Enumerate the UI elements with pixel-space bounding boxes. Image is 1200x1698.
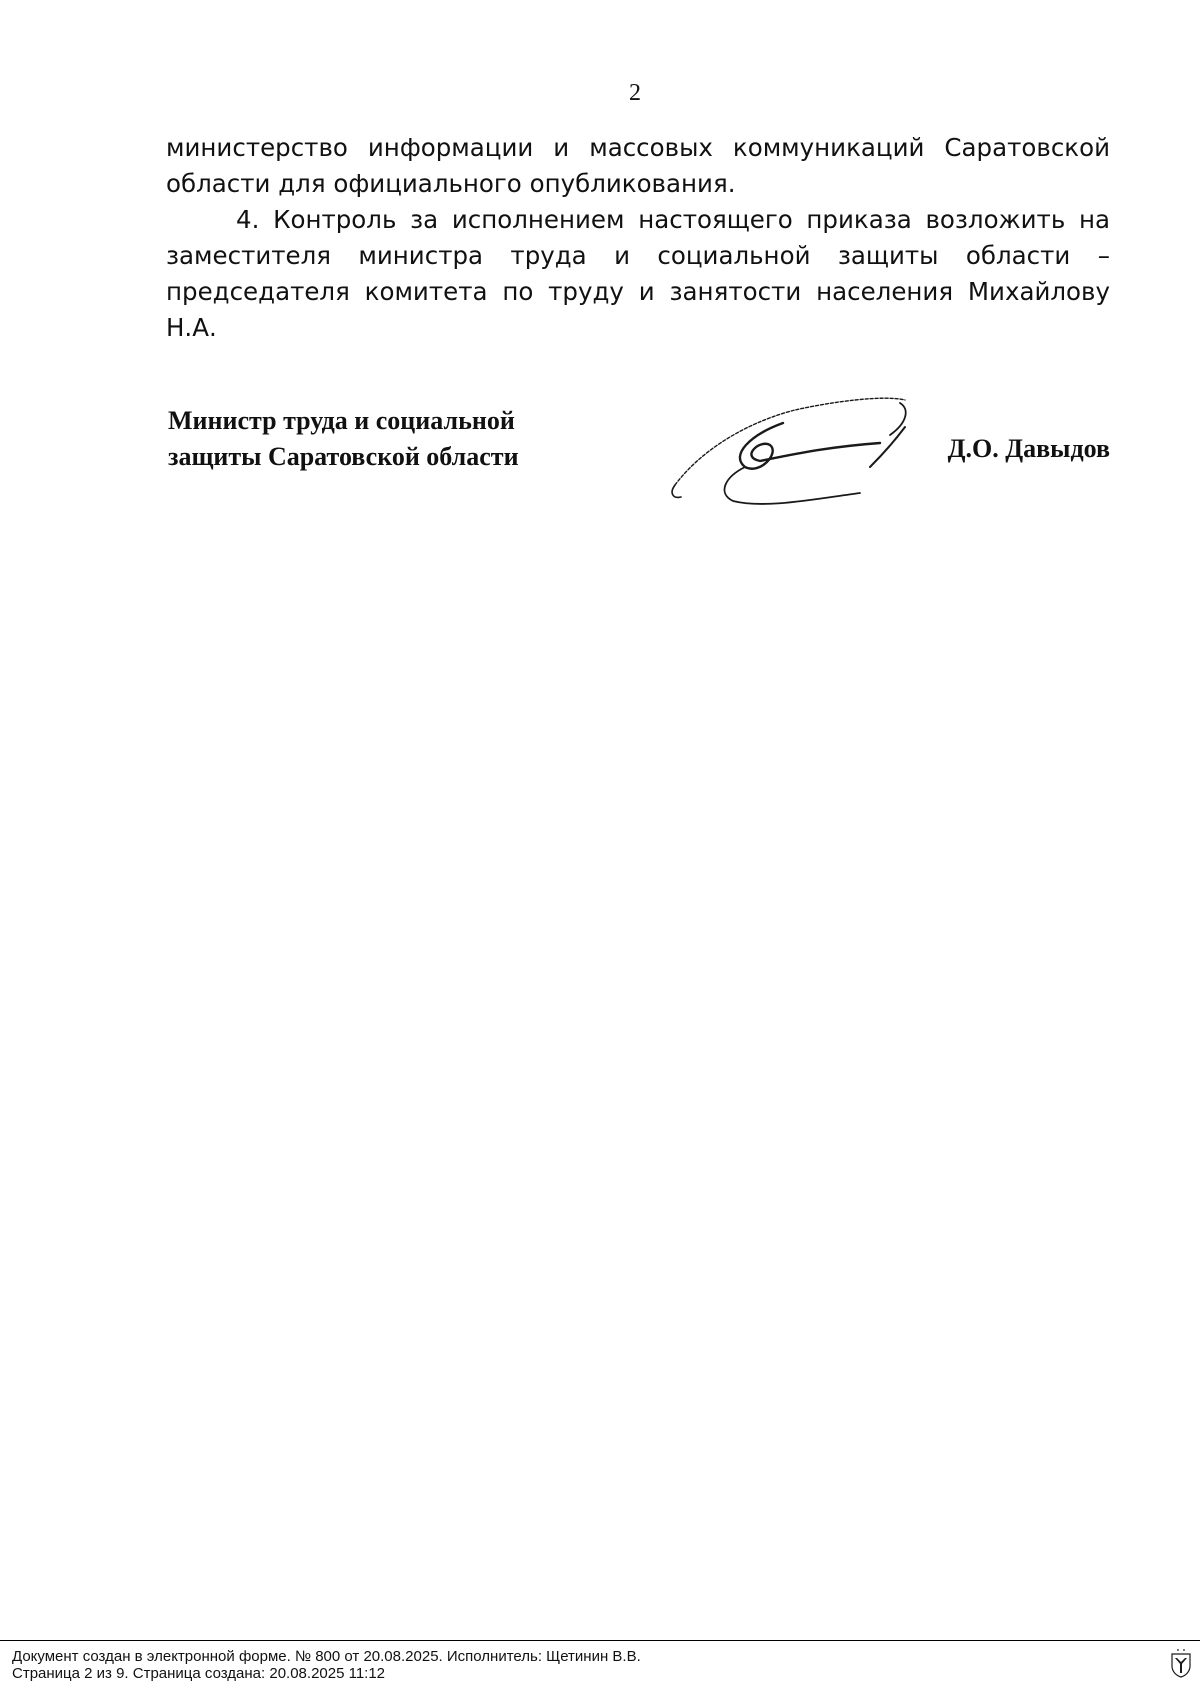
document-footer [12,1648,641,1682]
signatory-name: Д.О. Давыдов [947,434,1110,463]
page-number: 2 [629,80,641,106]
document-body [166,130,1110,346]
footer-document-info: Документ создан в электронной форме. № 800 от 20.08.2025. Исполнитель: Щетинин В.В. [12,1648,641,1665]
coat-of-arms-icon [1170,1648,1192,1678]
footer-divider [0,1640,1200,1641]
footer-page-info: Страница 2 из 9. Страница создана: 20.08.2025 11:12 [12,1665,386,1682]
paragraph-4: 4. Контроль за исполнением настоящего приказа возложить на заместителя министра труда и социальной защиты области – председателя комитета по труду и занятости населения Михайлову Н.А. [166,205,1110,342]
signatory-position [168,403,519,475]
handwritten-signature [665,395,955,515]
paragraph-continuation: министерство информации и массовых коммуникаций Саратовской области для официального опубликования. [166,133,1110,198]
signatory-position-line-1: Министр труда и социальной [168,406,515,435]
signatory-position-line-2: защиты Саратовской области [168,442,519,471]
